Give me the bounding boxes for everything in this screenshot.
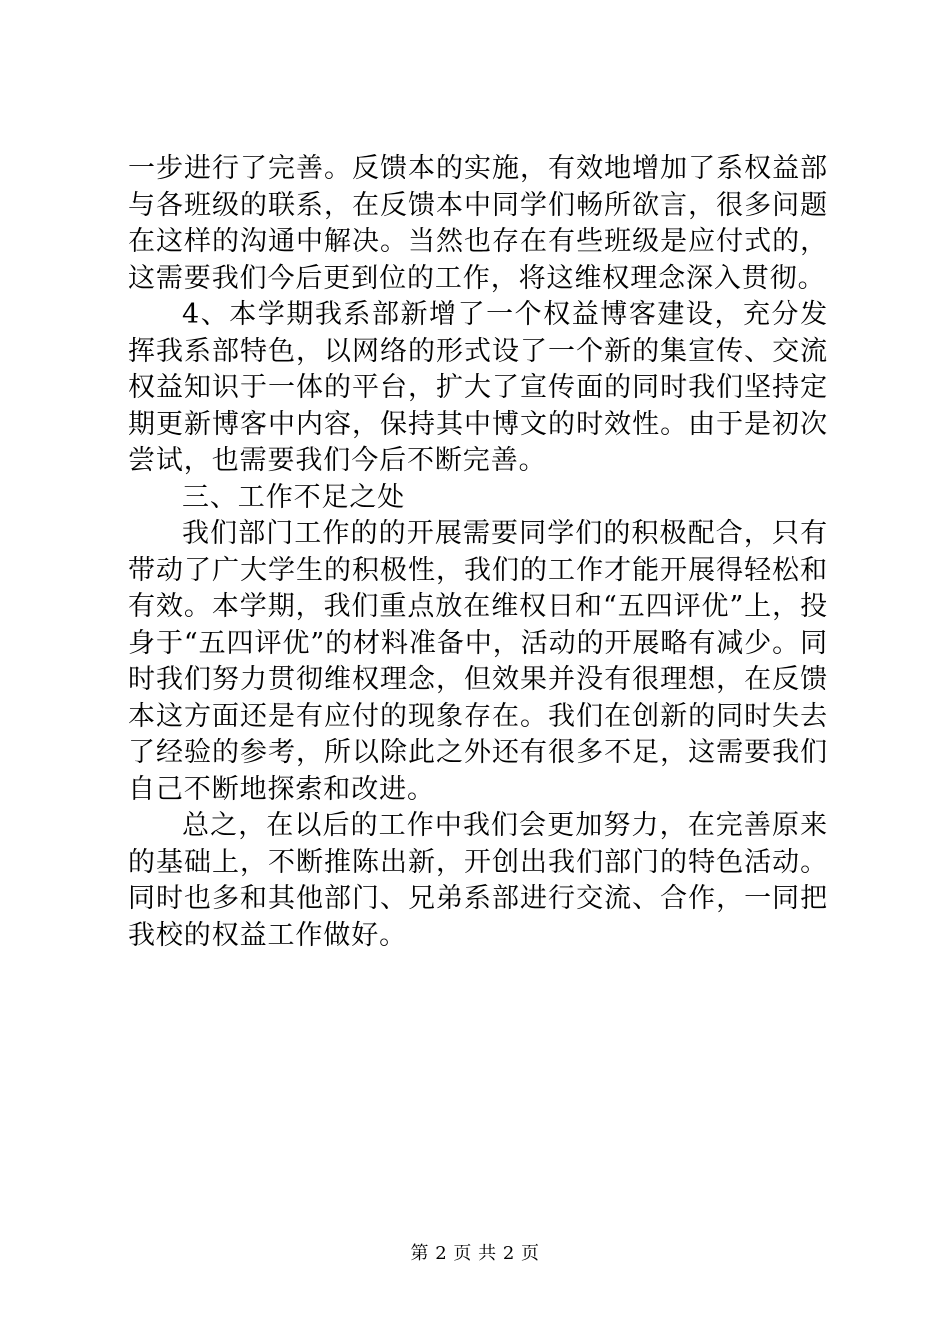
paragraph-continuation: 一步进行了完善。反馈本的实施，有效地增加了系权益部与各班级的联系，在反馈本中同学们畅所欲言，很多问题在这样的沟通中解决。当然也存在有些班级是应付式的，这需要我们今后更到位的工作，将这维权理念深入贯彻。	[128, 153, 828, 294]
document-body	[128, 151, 828, 954]
paragraph-item-4-blog: 4、本学期我系部新增了一个权益博客建设，充分发挥我系部特色，以网络的形式设了一个新的集宣传、交流权益知识于一体的平台，扩大了宣传面的同时我们坚持定期更新博客中内容，保持其中博文的时效性。由于是初次尝试，也需要我们今后不断完善。	[128, 299, 828, 476]
paragraph-shortcomings: 我们部门工作的的开展需要同学们的积极配合，只有带动了广大学生的积极性，我们的工作才能开展得轻松和有效。本学期，我们重点放在维权日和“五四评优”上，投身于“五四评优”的材料准备中，活动的开展略有减少。同时我们努力贯彻维权理念，但效果并没有很理想，在反馈本这方面还是有应付的现象存在。我们在创新的同时失去了经验的参考，所以除此之外还有很多不足，这需要我们自己不断地探索和改进。	[128, 518, 828, 805]
section-heading-shortcomings: 三、工作不足之处	[182, 481, 406, 513]
page-number-footer: 第 2 页 共 2 页	[410, 1243, 540, 1264]
paragraph-summary: 总之，在以后的工作中我们会更加努力，在完善原来的基础上，不断推陈出新，开创出我们部门的特色活动。同时也多和其他部门、兄弟系部进行交流、合作，一同把我校的权益工作做好。	[128, 810, 828, 951]
